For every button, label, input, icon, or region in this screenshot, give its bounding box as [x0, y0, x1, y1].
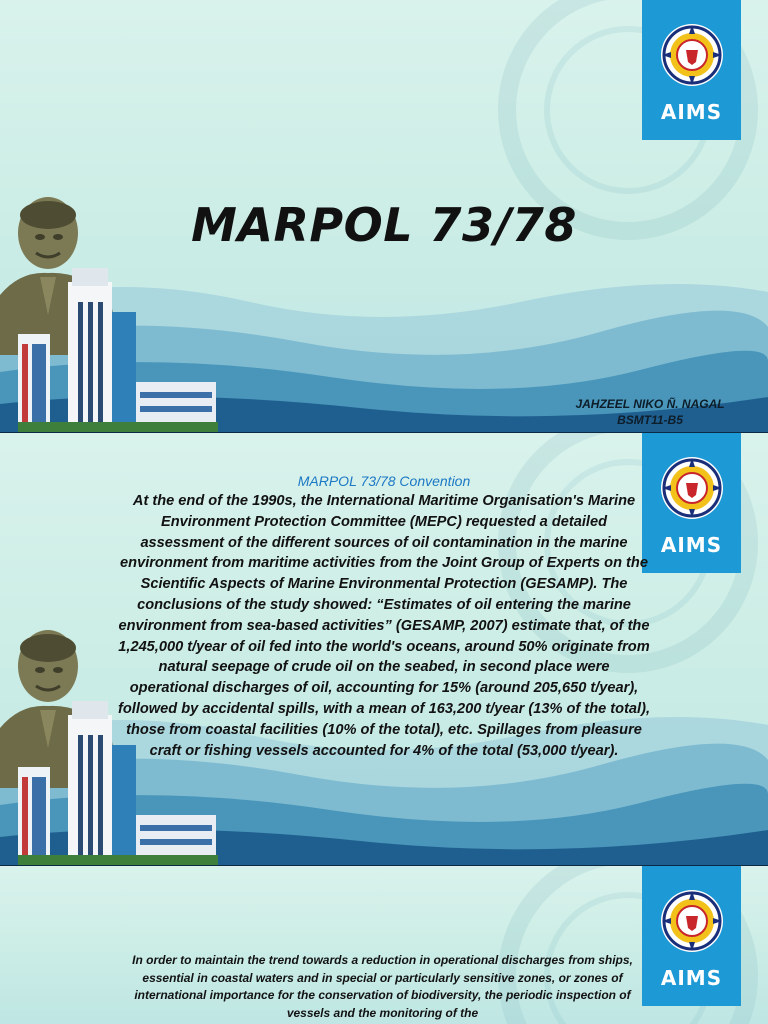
aims-logo-block [642, 433, 741, 573]
campus-building-image [18, 262, 218, 432]
aims-logo-text: AIMS [660, 100, 723, 124]
author-name: JAHZEEL NIKO Ñ. NAGAL [575, 397, 725, 411]
aims-seal-icon [659, 22, 725, 88]
aims-logo-text: AIMS [660, 533, 723, 557]
title-slide [0, 0, 768, 432]
body-paragraph: In order to maintain the trend towards a reduction in operational discharges from ships, essential in coastal waters and in special or particularly sensitive zones, or zones of international importance for the conservation of biodiversity, the periodic inspection of vessels and the monitoring of the [132, 953, 633, 1020]
aims-seal-icon [659, 888, 725, 954]
aims-logo-block [642, 0, 741, 140]
section-heading: MARPOL 73/78 Convention [297, 473, 471, 489]
body-paragraph: At the end of the 1990s, the International Maritime Organisation's Marine Environment Protection Committee (MEPC) requested a detailed assessment of the different sources of oil contamination in the marine environment from maritime activities from the Joint Group of Experts on the Scientific Aspects of Marine Environmental Protection (GESAMP). The conclusions of the study showed: “Estimates of oil entering the marine environment from sea-based activities” (GESAMP, 2007) estimate that, of the 1,245,000 t/year of oil fed into the world's oceans, around 50% originate from natural seepage of crude oil on the seabed, in second place were operational discharges of oil, accounting for 15% (around 205,650 t/year), followed by accidental spills, with a mean of 163,200 t/year (13% of the total), those from coastal facilities (10% of the total), etc. Spillages from pleasure craft or fishing vessels accounted for 4% of the total (53,000 t/year). [118, 493, 651, 759]
author-section: BSMT11-B5 [617, 413, 683, 427]
aims-logo-block [642, 866, 741, 1006]
slide-title: MARPOL 73/78 [191, 198, 577, 252]
continuation-slide [0, 866, 768, 1024]
convention-slide [0, 433, 768, 865]
author-block [540, 396, 760, 428]
aims-logo-text: AIMS [660, 966, 723, 990]
